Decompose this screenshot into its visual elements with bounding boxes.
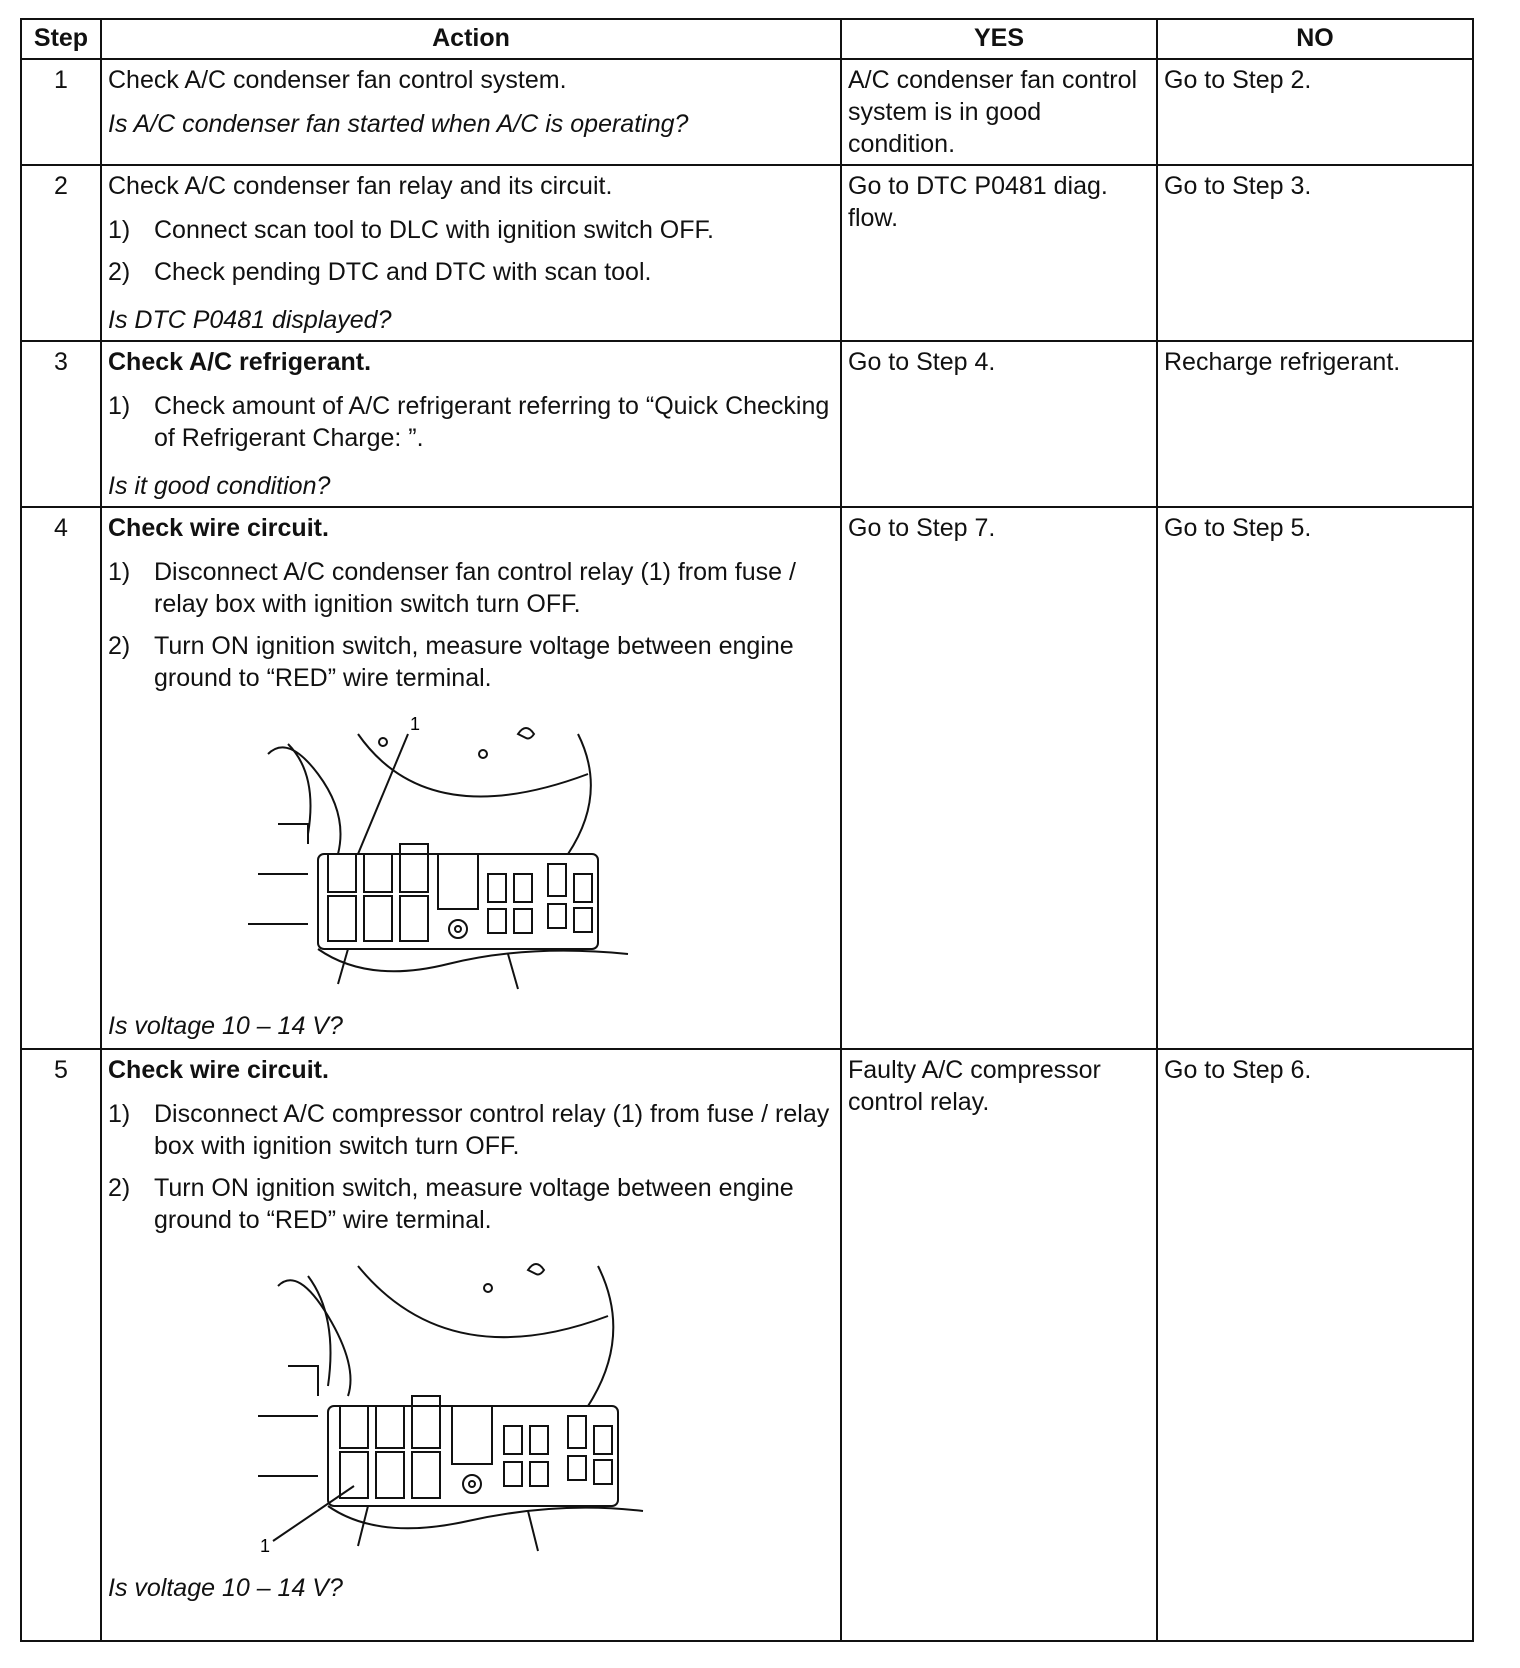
action-cell: [101, 59, 841, 165]
action-cell: [101, 1049, 841, 1641]
header-no: NO: [1157, 19, 1473, 59]
action-title: Check A/C condenser fan relay and its circuit.: [108, 172, 613, 200]
relay-box-figure: [258, 1256, 834, 1556]
yes-cell: Go to DTC P0481 diag. flow.: [841, 165, 1157, 341]
action-title: Check A/C refrigerant.: [108, 348, 372, 376]
table-row-step-1: [21, 59, 1473, 165]
substep-text: Check amount of A/C refrigerant referring to “Quick Checking of Refrigerant Charge: ”.: [154, 392, 830, 452]
diagnostic-table: [20, 18, 1474, 1642]
yes-cell: Go to Step 7.: [841, 507, 1157, 1049]
action-question: Is it good condition?: [108, 472, 331, 500]
substep-number: 1): [108, 558, 131, 586]
table-row-step-3: [21, 341, 1473, 507]
action-title: Check A/C condenser fan control system.: [108, 66, 567, 94]
header-action: Action: [101, 19, 841, 59]
step-number: 3: [21, 341, 101, 507]
header-yes: YES: [841, 19, 1157, 59]
action-substep: [108, 390, 834, 454]
substep-number: 1): [108, 1100, 131, 1128]
relay-box-illustration: [248, 714, 638, 994]
callout-label: 1: [410, 714, 421, 734]
action-title: Check wire circuit.: [108, 1056, 329, 1084]
relay-box-figure: [248, 714, 834, 994]
substep-number: 2): [108, 632, 131, 660]
substep-number: 2): [108, 258, 131, 286]
substep-number: 2): [108, 1174, 131, 1202]
action-question: Is A/C condenser fan started when A/C is operating?: [108, 110, 689, 138]
action-substep: [108, 256, 834, 288]
header-step: Step: [21, 19, 101, 59]
table-row-step-2: [21, 165, 1473, 341]
action-cell: [101, 165, 841, 341]
table-row-step-5: [21, 1049, 1473, 1641]
action-title: Check wire circuit.: [108, 514, 329, 542]
header-row: [21, 19, 1473, 59]
action-cell: [101, 341, 841, 507]
substep-text: Turn ON ignition switch, measure voltage between engine ground to “RED” wire terminal.: [154, 632, 794, 692]
callout-label: 1: [260, 1536, 271, 1556]
step-number: 2: [21, 165, 101, 341]
yes-cell: Faulty A/C compressor control relay.: [841, 1049, 1157, 1641]
step-number: 4: [21, 507, 101, 1049]
substep-text: Disconnect A/C compressor control relay (1) from fuse / relay box with ignition switch turn OFF.: [154, 1100, 830, 1160]
step-number: 5: [21, 1049, 101, 1641]
substep-text: Connect scan tool to DLC with ignition switch OFF.: [154, 216, 714, 244]
action-substep: [108, 1172, 834, 1236]
yes-cell: A/C condenser fan control system is in good condition.: [841, 59, 1157, 165]
action-cell: [101, 507, 841, 1049]
action-substep: [108, 214, 834, 246]
action-question: Is DTC P0481 displayed?: [108, 306, 392, 334]
action-question: Is voltage 10 – 14 V?: [108, 1012, 343, 1040]
substep-text: Turn ON ignition switch, measure voltage between engine ground to “RED” wire terminal.: [154, 1174, 794, 1234]
step-number: 1: [21, 59, 101, 165]
action-question: Is voltage 10 – 14 V?: [108, 1574, 343, 1602]
no-cell: Go to Step 2.: [1157, 59, 1473, 165]
action-substep: [108, 556, 834, 620]
yes-cell: Go to Step 4.: [841, 341, 1157, 507]
no-cell: Go to Step 5.: [1157, 507, 1473, 1049]
substep-number: 1): [108, 392, 131, 420]
action-substep: [108, 1098, 834, 1162]
action-substep: [108, 630, 834, 694]
substep-number: 1): [108, 216, 131, 244]
no-cell: Go to Step 3.: [1157, 165, 1473, 341]
substep-text: Check pending DTC and DTC with scan tool.: [154, 258, 652, 286]
no-cell: Recharge refrigerant.: [1157, 341, 1473, 507]
relay-box-illustration: [258, 1256, 648, 1556]
no-cell: Go to Step 6.: [1157, 1049, 1473, 1641]
substep-text: Disconnect A/C condenser fan control relay (1) from fuse / relay box with ignition switch turn OFF.: [154, 558, 796, 618]
table-row-step-4: [21, 507, 1473, 1049]
